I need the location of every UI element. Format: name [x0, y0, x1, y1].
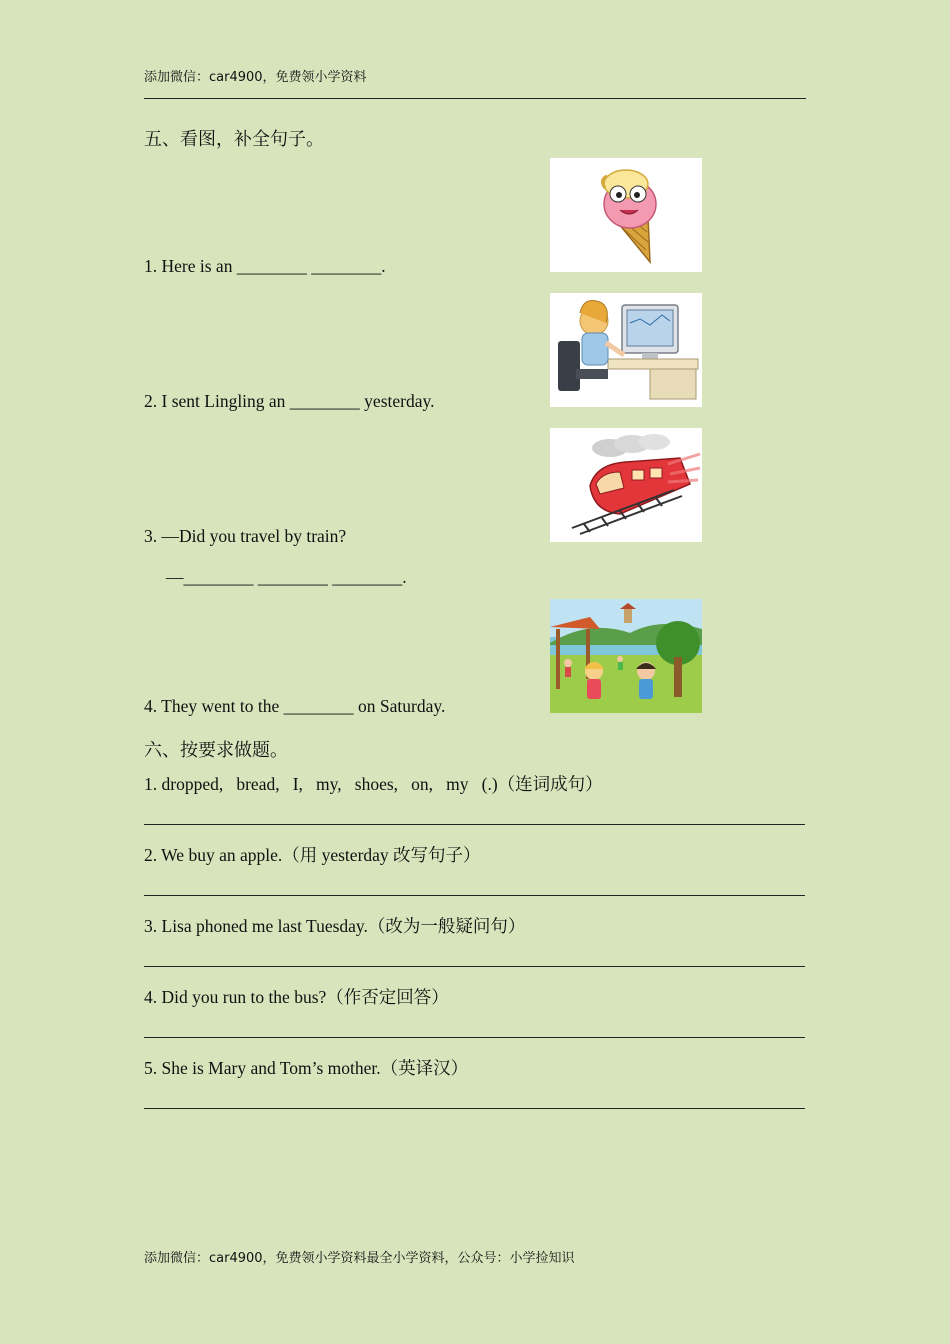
- task-3: 3. Lisa phoned me last Tuesday.（改为一般疑问句）: [144, 916, 526, 936]
- section-five-title: 五、看图，补全句子。: [144, 129, 324, 150]
- answer-line: [144, 1108, 805, 1109]
- answer-line: [144, 824, 805, 825]
- task-4: 4. Did you run to the bus?（作否定回答）: [144, 987, 449, 1007]
- park-image: [550, 599, 702, 713]
- ice-cream-image: [550, 158, 702, 272]
- question-3-answer: —________ ________ ________.: [166, 567, 407, 587]
- question-3: 3. —Did you travel by train?: [144, 526, 347, 546]
- header-text: 添加微信：car4900，免费领小学资料: [144, 70, 367, 85]
- answer-line: [144, 1037, 805, 1038]
- answer-line: [144, 966, 805, 967]
- answer-line: [144, 895, 805, 896]
- section-six-title: 六、按要求做题。: [144, 740, 288, 761]
- task-1: 1. dropped, bread, I, my, shoes, on, my (.)（连词成句）: [144, 774, 603, 794]
- task-5: 5. She is Mary and Tom’s mother.（英译汉）: [144, 1058, 469, 1078]
- header-divider: [144, 98, 806, 99]
- task-2: 2. We buy an apple.（用 yesterday 改写句子）: [144, 845, 481, 865]
- question-4: 4. They went to the ________ on Saturday.: [144, 696, 446, 716]
- question-1: 1. Here is an ________ ________.: [144, 256, 386, 276]
- footer-text: 添加微信：car4900，免费领小学资料最全小学资料，公众号：小学捡知识: [144, 1251, 575, 1266]
- train-image: [550, 428, 702, 542]
- computer-image: [550, 293, 702, 407]
- question-2: 2. I sent Lingling an ________ yesterday.: [144, 391, 435, 411]
